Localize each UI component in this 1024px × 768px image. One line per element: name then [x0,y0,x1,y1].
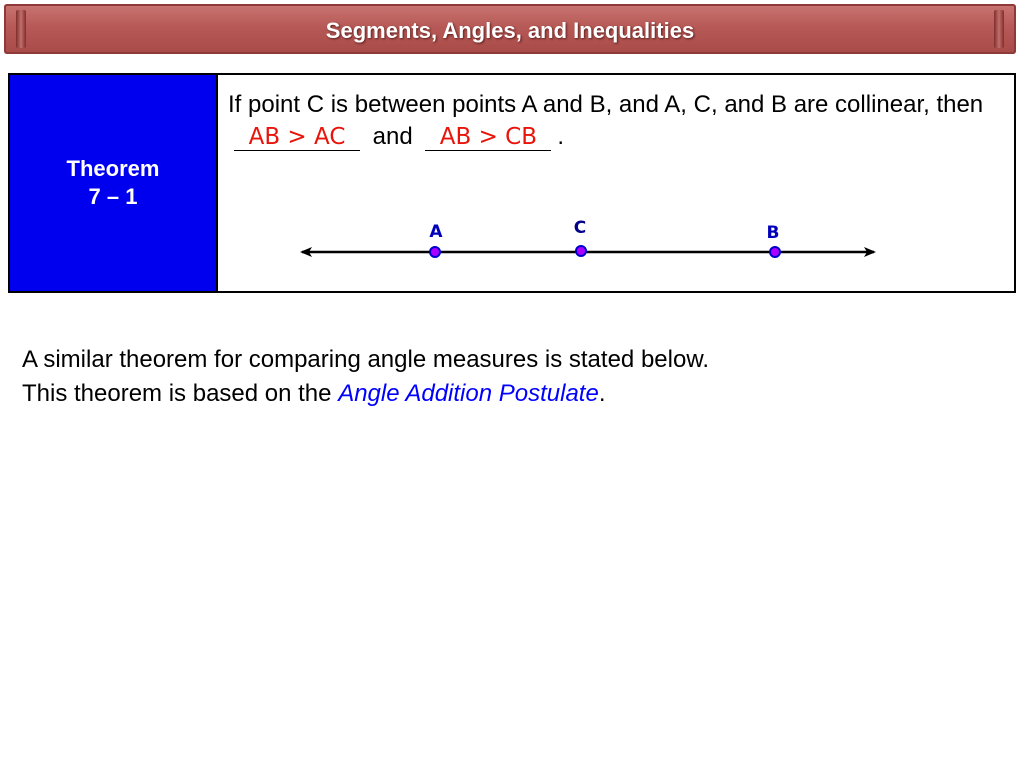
slide-title: Segments, Angles, and Inequalities [325,18,695,43]
explanation-line-2-suffix: . [598,380,606,407]
title-bar [4,4,1016,54]
point-b-label: B [766,223,780,243]
theorem-box [8,73,1016,293]
statement-period: . [557,123,565,150]
explanation-line-1: A similar theorem for comparing angle measures is stated below. [22,346,709,373]
explanation-line-2-prefix: This theorem is based on the [22,380,332,407]
theorem-label [10,75,218,291]
point-c-label: C [573,218,587,238]
angle-addition-postulate-term: Angle Addition Postulate [338,380,599,407]
point-a-label: A [429,222,443,242]
theorem-label-number: 7 – 1 [88,184,138,209]
collinear-points-diagram [218,75,1012,291]
point-c-dot [576,246,586,256]
point-b-dot [770,247,780,257]
explanation-paragraph [22,343,709,411]
statement-text: If point C is between points A and B, and A, C, and B are collinear, then [228,91,984,118]
theorem-body [218,75,1014,291]
explanation-line-2 [22,377,709,411]
statement-and: and [372,123,413,150]
answer-blank-1: AB > AC [234,124,360,151]
answer-blank-2: AB > CB [425,124,551,151]
point-a-dot [430,247,440,257]
theorem-label-word: Theorem [66,156,160,181]
